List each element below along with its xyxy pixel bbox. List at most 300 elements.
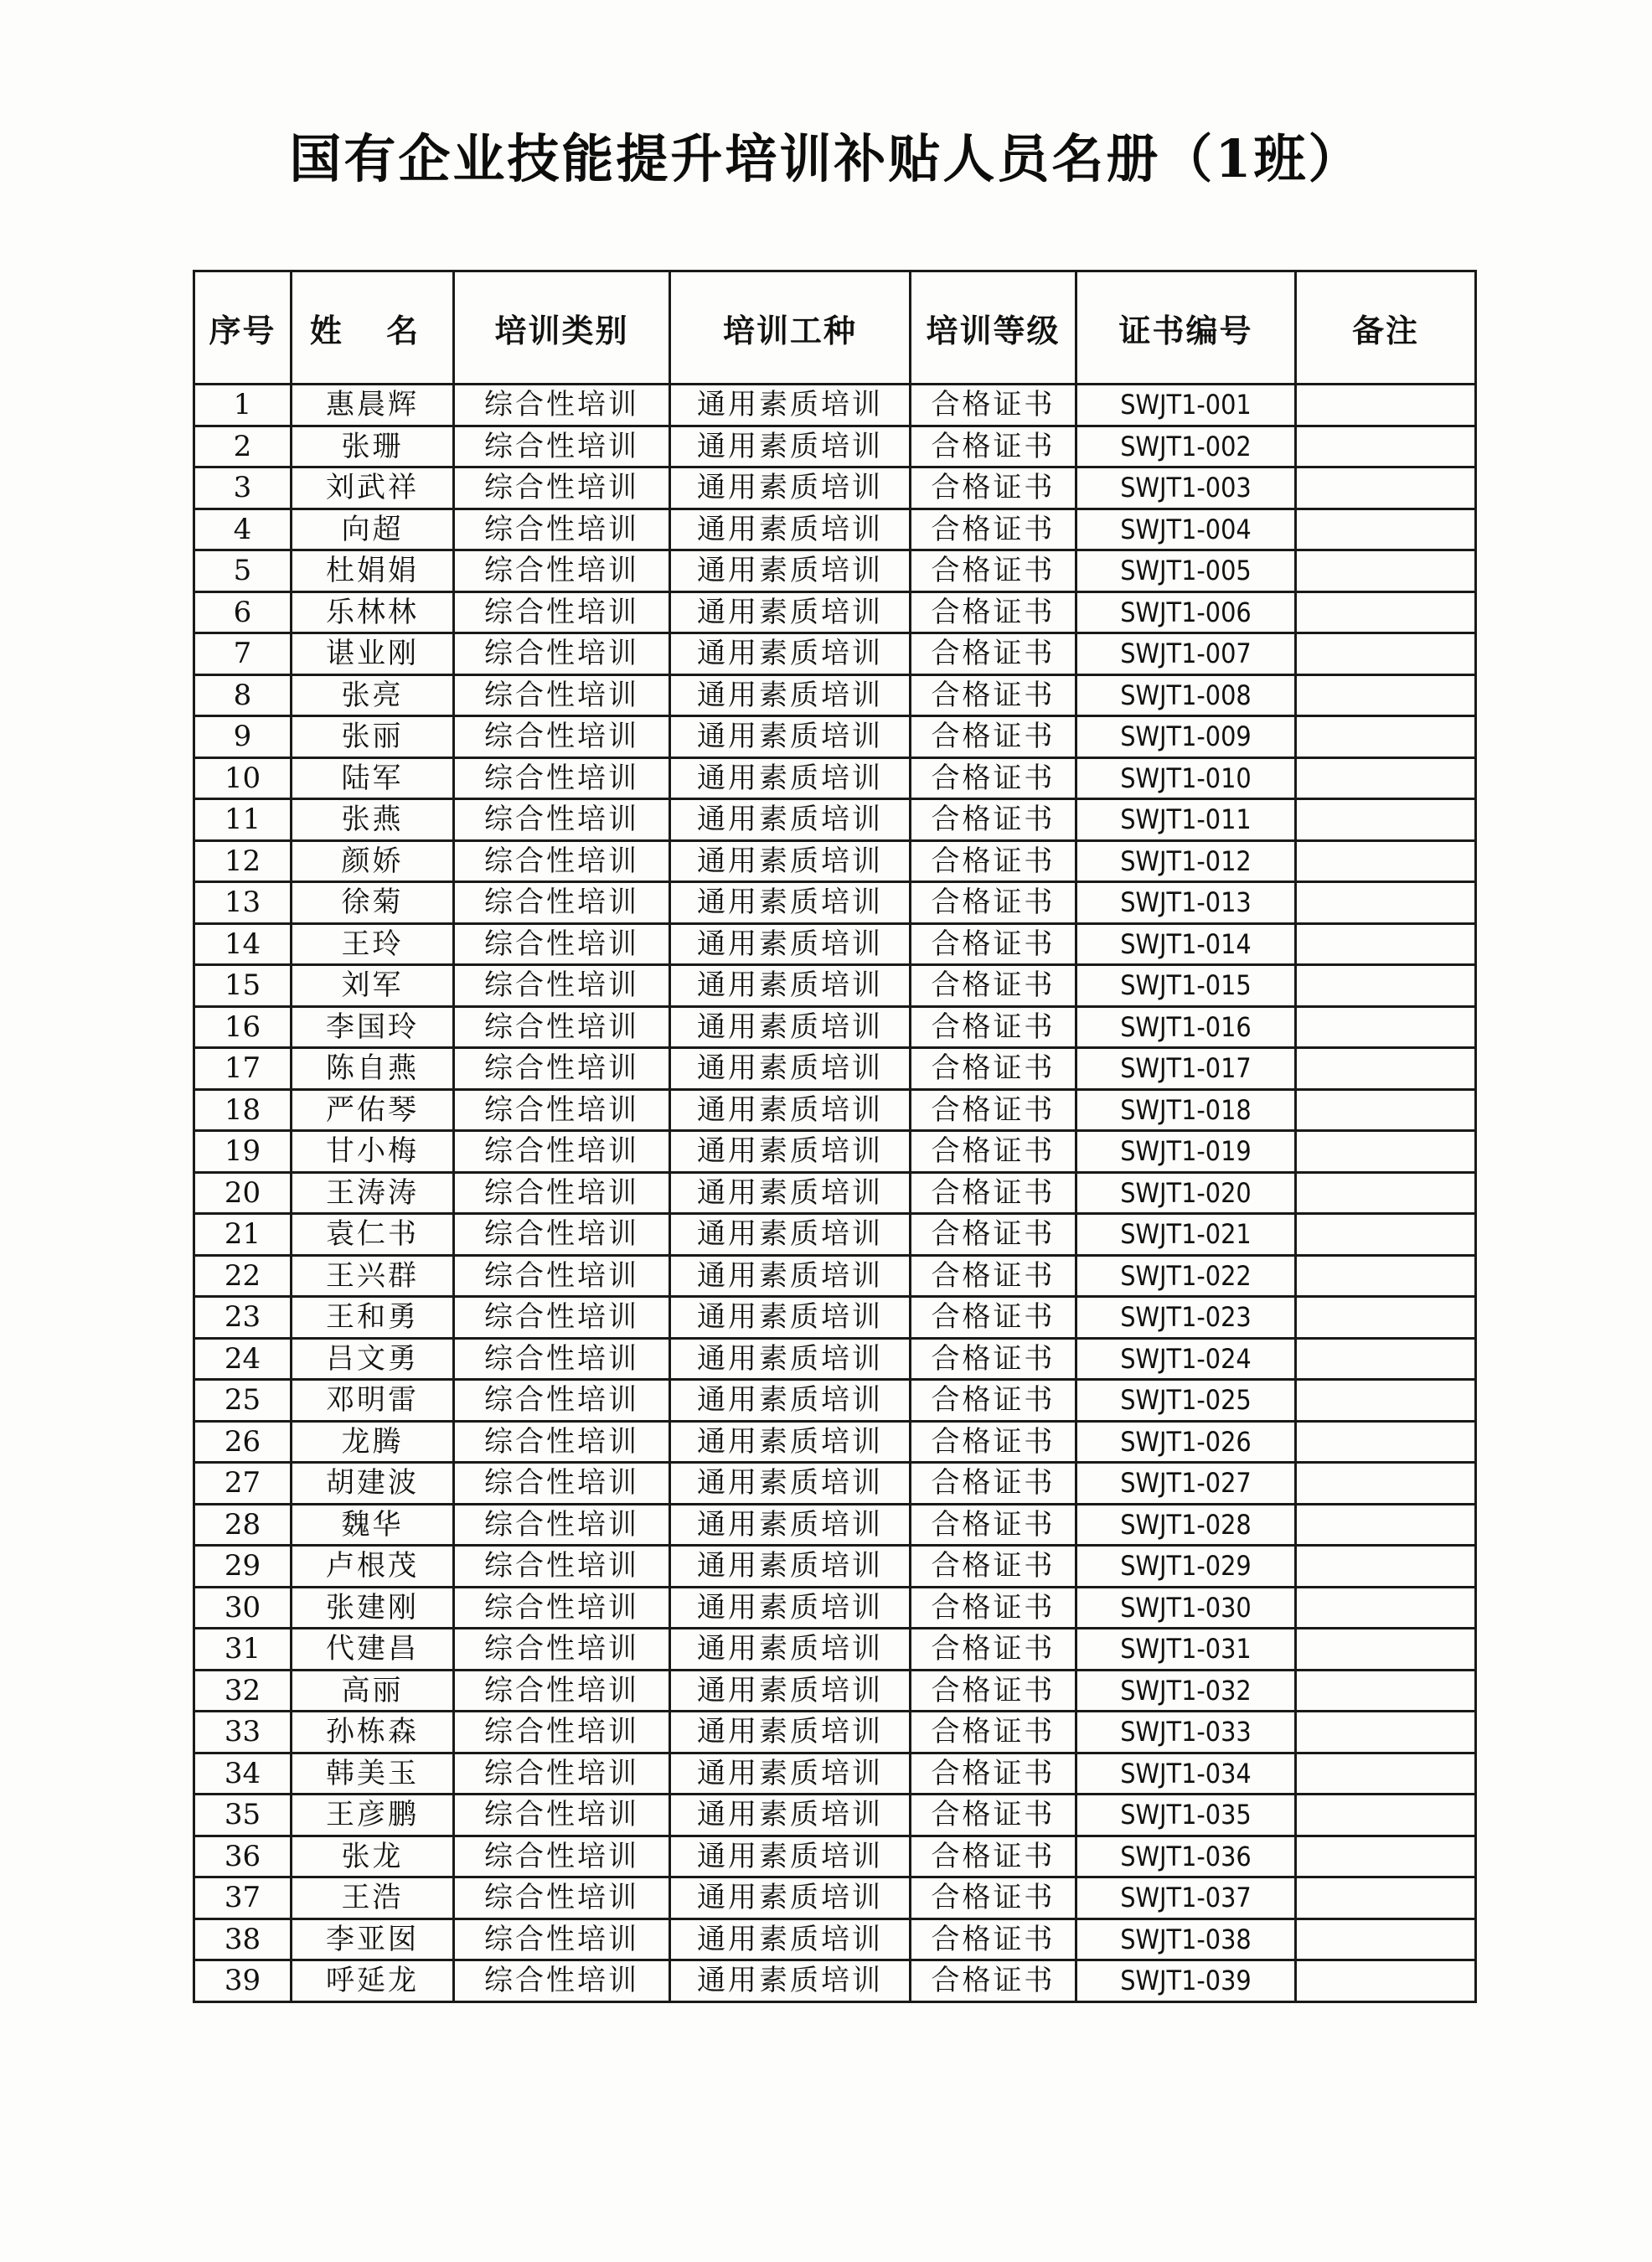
cell-type: 通用素质培训 [670,1836,911,1877]
table-row [194,1712,1476,1753]
cell-name: 袁仁书 [292,1214,454,1256]
cell-category: 综合性培训 [454,923,670,965]
cell-cert: SWJT1-026 [1076,1421,1296,1463]
cell-type: 通用素质培训 [670,550,911,592]
cell-note [1296,1546,1476,1588]
cell-seq: 35 [194,1795,292,1836]
cell-level: 合格证书 [911,467,1076,509]
cell-cert: SWJT1-006 [1076,591,1296,633]
cell-name: 魏华 [292,1504,454,1546]
cell-level: 合格证书 [911,923,1076,965]
cell-note [1296,591,1476,633]
cell-note [1296,1753,1476,1795]
table-row [194,509,1476,550]
cell-name: 王浩 [292,1877,454,1919]
document-title: 国有企业技能提升培训补贴人员名册（1班） [289,128,1363,189]
cell-category: 综合性培训 [454,1795,670,1836]
cell-category: 综合性培训 [454,799,670,841]
cell-name: 张建刚 [292,1587,454,1629]
cell-seq: 29 [194,1546,292,1588]
cell-cert: SWJT1-028 [1076,1504,1296,1546]
cell-level: 合格证书 [911,1131,1076,1173]
cell-level: 合格证书 [911,1919,1076,1960]
header-type: 培训工种 [670,271,911,385]
cell-category: 综合性培训 [454,467,670,509]
table-row [194,1089,1476,1131]
cell-seq: 25 [194,1380,292,1422]
cell-note [1296,1960,1476,2002]
cell-note [1296,965,1476,1007]
table-body [194,385,1476,2002]
cell-level: 合格证书 [911,509,1076,550]
cell-note [1296,1463,1476,1505]
table-row [194,1629,1476,1671]
cell-note [1296,1255,1476,1297]
cell-name: 代建昌 [292,1629,454,1671]
cell-category: 综合性培训 [454,550,670,592]
cell-type: 通用素质培训 [670,1504,911,1546]
cell-note [1296,633,1476,675]
cell-level: 合格证书 [911,1960,1076,2002]
cell-seq: 9 [194,716,292,758]
cell-type: 通用素质培训 [670,965,911,1007]
cell-name: 张珊 [292,426,454,467]
table-row [194,1836,1476,1877]
cell-note [1296,550,1476,592]
cell-cert: SWJT1-025 [1076,1380,1296,1422]
cell-name: 谌业刚 [292,633,454,675]
cell-level: 合格证书 [911,1421,1076,1463]
table-row [194,674,1476,716]
cell-seq: 10 [194,757,292,799]
cell-cert: SWJT1-039 [1076,1960,1296,2002]
cell-category: 综合性培训 [454,1960,670,2002]
cell-type: 通用素质培训 [670,426,911,467]
table-row [194,550,1476,592]
cell-category: 综合性培训 [454,757,670,799]
cell-category: 综合性培训 [454,1587,670,1629]
cell-type: 通用素质培训 [670,716,911,758]
cell-type: 通用素质培训 [670,1463,911,1505]
cell-cert: SWJT1-013 [1076,882,1296,924]
cell-note [1296,1712,1476,1753]
cell-name: 刘武祥 [292,467,454,509]
cell-type: 通用素质培训 [670,1131,911,1173]
cell-name: 卢根茂 [292,1546,454,1588]
cell-seq: 37 [194,1877,292,1919]
cell-category: 综合性培训 [454,426,670,467]
cell-name: 甘小梅 [292,1131,454,1173]
cell-category: 综合性培训 [454,1048,670,1090]
cell-type: 通用素质培训 [670,1712,911,1753]
cell-category: 综合性培训 [454,882,670,924]
cell-category: 综合性培训 [454,965,670,1007]
cell-seq: 28 [194,1504,292,1546]
cell-level: 合格证书 [911,591,1076,633]
cell-seq: 19 [194,1131,292,1173]
table-row [194,1877,1476,1919]
cell-note [1296,1172,1476,1214]
cell-category: 综合性培训 [454,716,670,758]
cell-note [1296,1670,1476,1712]
cell-seq: 4 [194,509,292,550]
cell-category: 综合性培训 [454,1463,670,1505]
cell-note [1296,882,1476,924]
cell-seq: 11 [194,799,292,841]
cell-category: 综合性培训 [454,1877,670,1919]
cell-cert: SWJT1-015 [1076,965,1296,1007]
cell-type: 通用素质培训 [670,633,911,675]
cell-level: 合格证书 [911,1380,1076,1422]
cell-type: 通用素质培训 [670,923,911,965]
cell-type: 通用素质培训 [670,1172,911,1214]
cell-name: 王和勇 [292,1297,454,1339]
cell-seq: 36 [194,1836,292,1877]
cell-note [1296,1297,1476,1339]
cell-category: 综合性培训 [454,509,670,550]
table-row [194,591,1476,633]
cell-note [1296,923,1476,965]
cell-type: 通用素质培训 [670,385,911,426]
cell-seq: 39 [194,1960,292,2002]
cell-note [1296,716,1476,758]
cell-type: 通用素质培训 [670,1960,911,2002]
cell-seq: 34 [194,1753,292,1795]
table-row [194,385,1476,426]
cell-type: 通用素质培训 [670,1753,911,1795]
cell-type: 通用素质培训 [670,1587,911,1629]
cell-cert: SWJT1-014 [1076,923,1296,965]
cell-cert: SWJT1-030 [1076,1587,1296,1629]
cell-level: 合格证书 [911,674,1076,716]
table-row [194,1587,1476,1629]
cell-seq: 33 [194,1712,292,1753]
cell-category: 综合性培训 [454,1131,670,1173]
cell-cert: SWJT1-017 [1076,1048,1296,1090]
cell-cert: SWJT1-011 [1076,799,1296,841]
cell-name: 张丽 [292,716,454,758]
cell-category: 综合性培训 [454,1172,670,1214]
cell-cert: SWJT1-035 [1076,1795,1296,1836]
cell-cert: SWJT1-029 [1076,1546,1296,1588]
cell-type: 通用素质培训 [670,1214,911,1256]
cell-seq: 32 [194,1670,292,1712]
cell-cert: SWJT1-027 [1076,1463,1296,1505]
cell-seq: 17 [194,1048,292,1090]
cell-cert: SWJT1-037 [1076,1877,1296,1919]
table-row [194,1338,1476,1380]
cell-name: 乐林林 [292,591,454,633]
cell-seq: 20 [194,1172,292,1214]
cell-note [1296,1795,1476,1836]
cell-cert: SWJT1-024 [1076,1338,1296,1380]
cell-category: 综合性培训 [454,1297,670,1339]
cell-note [1296,1836,1476,1877]
cell-name: 孙栋森 [292,1712,454,1753]
cell-level: 合格证书 [911,1338,1076,1380]
cell-note [1296,1629,1476,1671]
table-row [194,1546,1476,1588]
cell-cert: SWJT1-038 [1076,1919,1296,1960]
cell-note [1296,1587,1476,1629]
table-header-row [194,271,1476,385]
table-row [194,1463,1476,1505]
table-row [194,1753,1476,1795]
cell-seq: 14 [194,923,292,965]
cell-cert: SWJT1-008 [1076,674,1296,716]
cell-seq: 21 [194,1214,292,1256]
cell-name: 李国玲 [292,1006,454,1048]
table-row [194,1504,1476,1546]
cell-cert: SWJT1-018 [1076,1089,1296,1131]
cell-level: 合格证书 [911,550,1076,592]
table-row [194,1795,1476,1836]
cell-seq: 23 [194,1297,292,1339]
cell-name: 王玲 [292,923,454,965]
cell-cert: SWJT1-010 [1076,757,1296,799]
cell-level: 合格证书 [911,426,1076,467]
cell-category: 综合性培训 [454,1089,670,1131]
cell-level: 合格证书 [911,1546,1076,1588]
cell-level: 合格证书 [911,1006,1076,1048]
header-level: 培训等级 [911,271,1076,385]
cell-level: 合格证书 [911,882,1076,924]
cell-cert: SWJT1-023 [1076,1297,1296,1339]
cell-level: 合格证书 [911,716,1076,758]
table-row [194,923,1476,965]
cell-name: 张龙 [292,1836,454,1877]
cell-level: 合格证书 [911,1255,1076,1297]
cell-category: 综合性培训 [454,674,670,716]
table-row [194,1006,1476,1048]
table-row [194,426,1476,467]
cell-seq: 1 [194,385,292,426]
header-name: 姓 名 [292,271,454,385]
cell-seq: 30 [194,1587,292,1629]
cell-name: 高丽 [292,1670,454,1712]
cell-name: 徐菊 [292,882,454,924]
table-row [194,840,1476,882]
table-row [194,799,1476,841]
cell-name: 韩美玉 [292,1753,454,1795]
cell-type: 通用素质培训 [670,1255,911,1297]
table-row [194,467,1476,509]
cell-category: 综合性培训 [454,1504,670,1546]
cell-name: 吕文勇 [292,1338,454,1380]
cell-name: 张亮 [292,674,454,716]
cell-type: 通用素质培训 [670,757,911,799]
cell-cert: SWJT1-036 [1076,1836,1296,1877]
table-row [194,1048,1476,1090]
cell-level: 合格证书 [911,799,1076,841]
header-seq: 序号 [194,271,292,385]
table-row [194,1214,1476,1256]
cell-type: 通用素质培训 [670,882,911,924]
cell-name: 张燕 [292,799,454,841]
cell-level: 合格证书 [911,1795,1076,1836]
cell-cert: SWJT1-005 [1076,550,1296,592]
cell-level: 合格证书 [911,1753,1076,1795]
cell-seq: 8 [194,674,292,716]
cell-category: 综合性培训 [454,1753,670,1795]
table-row [194,1131,1476,1173]
cell-name: 严佑琴 [292,1089,454,1131]
cell-note [1296,385,1476,426]
cell-category: 综合性培训 [454,1338,670,1380]
cell-type: 通用素质培训 [670,1795,911,1836]
cell-type: 通用素质培训 [670,467,911,509]
cell-name: 呼延龙 [292,1960,454,2002]
cell-level: 合格证书 [911,1297,1076,1339]
cell-seq: 22 [194,1255,292,1297]
cell-category: 综合性培训 [454,1380,670,1422]
cell-category: 综合性培训 [454,385,670,426]
cell-category: 综合性培训 [454,633,670,675]
cell-category: 综合性培训 [454,1836,670,1877]
cell-type: 通用素质培训 [670,1919,911,1960]
table-row [194,716,1476,758]
roster-table [193,270,1477,2003]
cell-category: 综合性培训 [454,591,670,633]
cell-cert: SWJT1-031 [1076,1629,1296,1671]
cell-note [1296,840,1476,882]
cell-level: 合格证书 [911,1629,1076,1671]
cell-level: 合格证书 [911,1836,1076,1877]
cell-cert: SWJT1-032 [1076,1670,1296,1712]
cell-level: 合格证书 [911,385,1076,426]
cell-name: 胡建波 [292,1463,454,1505]
cell-cert: SWJT1-033 [1076,1712,1296,1753]
cell-note [1296,1131,1476,1173]
cell-level: 合格证书 [911,1463,1076,1505]
cell-type: 通用素质培训 [670,674,911,716]
cell-note [1296,467,1476,509]
cell-type: 通用素质培训 [670,1338,911,1380]
cell-cert: SWJT1-034 [1076,1753,1296,1795]
cell-level: 合格证书 [911,757,1076,799]
cell-level: 合格证书 [911,840,1076,882]
cell-type: 通用素质培训 [670,1297,911,1339]
cell-name: 颜娇 [292,840,454,882]
cell-cert: SWJT1-016 [1076,1006,1296,1048]
cell-level: 合格证书 [911,1089,1076,1131]
cell-level: 合格证书 [911,1214,1076,1256]
cell-seq: 18 [194,1089,292,1131]
cell-level: 合格证书 [911,1048,1076,1090]
table-row [194,1380,1476,1422]
cell-type: 通用素质培训 [670,799,911,841]
cell-type: 通用素质培训 [670,509,911,550]
cell-name: 刘军 [292,965,454,1007]
cell-name: 向超 [292,509,454,550]
table-row [194,1960,1476,2002]
cell-seq: 2 [194,426,292,467]
cell-level: 合格证书 [911,1712,1076,1753]
cell-category: 综合性培训 [454,1919,670,1960]
cell-type: 通用素质培训 [670,1877,911,1919]
cell-note [1296,509,1476,550]
cell-category: 综合性培训 [454,1006,670,1048]
cell-note [1296,1006,1476,1048]
cell-note [1296,1877,1476,1919]
cell-type: 通用素质培训 [670,591,911,633]
cell-seq: 24 [194,1338,292,1380]
table-row [194,1919,1476,1960]
cell-seq: 16 [194,1006,292,1048]
cell-type: 通用素质培训 [670,1006,911,1048]
table-row [194,1255,1476,1297]
cell-type: 通用素质培训 [670,1546,911,1588]
cell-seq: 26 [194,1421,292,1463]
table-row [194,1670,1476,1712]
cell-note [1296,1919,1476,1960]
cell-category: 综合性培训 [454,1214,670,1256]
table-row [194,633,1476,675]
cell-seq: 31 [194,1629,292,1671]
cell-cert: SWJT1-007 [1076,633,1296,675]
table-row [194,1297,1476,1339]
cell-seq: 38 [194,1919,292,1960]
cell-note [1296,799,1476,841]
cell-cert: SWJT1-022 [1076,1255,1296,1297]
cell-name: 李亚囡 [292,1919,454,1960]
cell-cert: SWJT1-003 [1076,467,1296,509]
table-row [194,757,1476,799]
cell-note [1296,1504,1476,1546]
cell-category: 综合性培训 [454,1629,670,1671]
cell-note [1296,1214,1476,1256]
cell-name: 王涛涛 [292,1172,454,1214]
cell-level: 合格证书 [911,1172,1076,1214]
table-row [194,965,1476,1007]
cell-name: 陆军 [292,757,454,799]
cell-note [1296,1048,1476,1090]
cell-seq: 12 [194,840,292,882]
cell-type: 通用素质培训 [670,1089,911,1131]
cell-cert: SWJT1-020 [1076,1172,1296,1214]
cell-category: 综合性培训 [454,840,670,882]
cell-cert: SWJT1-019 [1076,1131,1296,1173]
cell-type: 通用素质培训 [670,1421,911,1463]
cell-cert: SWJT1-021 [1076,1214,1296,1256]
cell-type: 通用素质培训 [670,1629,911,1671]
cell-level: 合格证书 [911,965,1076,1007]
cell-category: 综合性培训 [454,1712,670,1753]
cell-name: 王彦鹏 [292,1795,454,1836]
cell-name: 陈自燕 [292,1048,454,1090]
cell-note [1296,1089,1476,1131]
cell-note [1296,674,1476,716]
header-cert: 证书编号 [1076,271,1296,385]
cell-note [1296,1380,1476,1422]
cell-category: 综合性培训 [454,1255,670,1297]
table-row [194,882,1476,924]
cell-cert: SWJT1-004 [1076,509,1296,550]
cell-category: 综合性培训 [454,1546,670,1588]
cell-seq: 7 [194,633,292,675]
cell-name: 龙腾 [292,1421,454,1463]
cell-note [1296,426,1476,467]
cell-level: 合格证书 [911,1587,1076,1629]
cell-seq: 6 [194,591,292,633]
cell-cert: SWJT1-001 [1076,385,1296,426]
cell-seq: 15 [194,965,292,1007]
cell-category: 综合性培训 [454,1421,670,1463]
table-row [194,1421,1476,1463]
cell-category: 综合性培训 [454,1670,670,1712]
cell-cert: SWJT1-002 [1076,426,1296,467]
cell-type: 通用素质培训 [670,1670,911,1712]
